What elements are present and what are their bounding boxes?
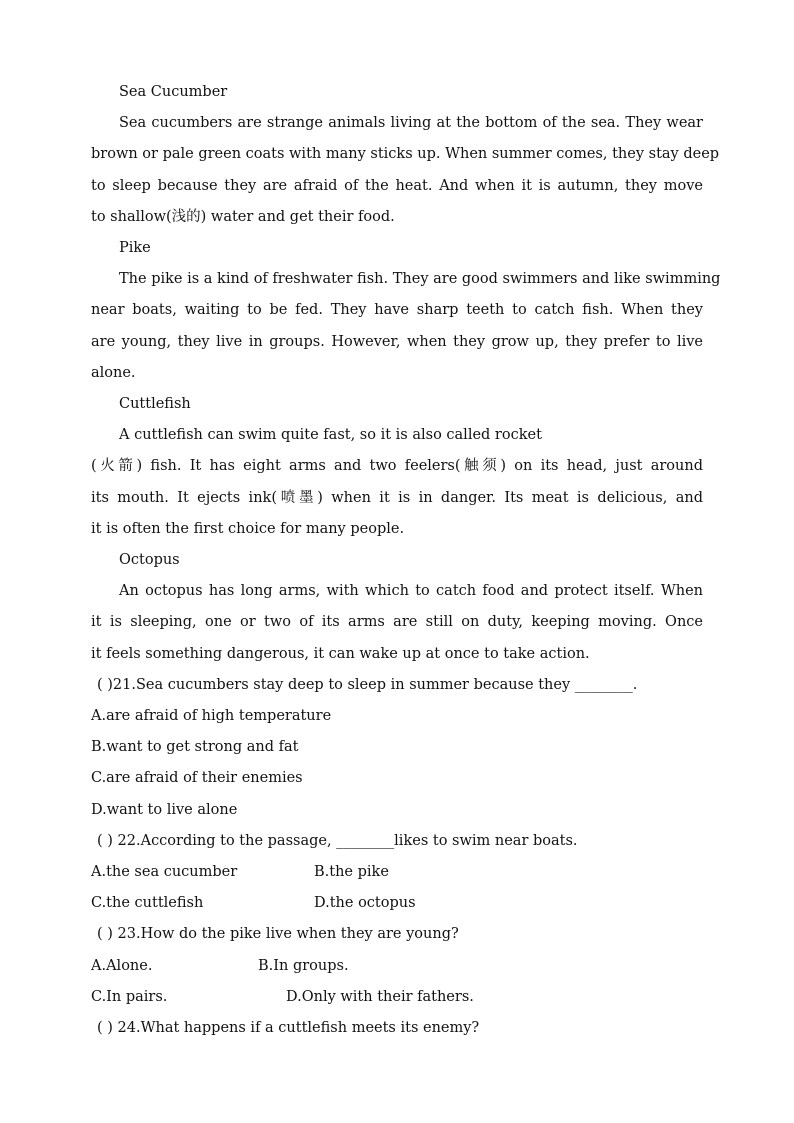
passage-line: alone.: [91, 365, 136, 381]
passage-line: (火箭) fish. It has eight arms and two feelers(触须) on its head, just around: [91, 458, 703, 474]
passage-line: Sea cucumbers are strange animals living at the bottom of the sea. They wear: [119, 115, 703, 131]
passage-title-cuttlefish: Cuttlefish: [119, 396, 191, 412]
question-21-stem: ( )21.Sea cucumbers stay deep to sleep in summer because they ________.: [97, 677, 638, 693]
question-23-option-d[interactable]: D.Only with their fathers.: [286, 989, 474, 1005]
passage-line: it feels something dangerous, it can wake up at once to take action.: [91, 646, 590, 662]
question-21-option-b[interactable]: B.want to get strong and fat: [91, 739, 299, 755]
passage-line: to sleep because they are afraid of the heat. And when it is autumn, they move: [91, 178, 703, 194]
passage-line: An octopus has long arms, with which to catch food and protect itself. When: [119, 583, 703, 599]
question-22-option-b[interactable]: B.the pike: [314, 864, 389, 880]
passage-title-sea-cucumber: Sea Cucumber: [119, 84, 228, 100]
question-23-option-a[interactable]: A.Alone.: [91, 958, 153, 974]
question-21-option-a[interactable]: A.are afraid of high temperature: [91, 708, 332, 724]
passage-line: its mouth. It ejects ink(喷墨) when it is in danger. Its meat is delicious, and: [91, 490, 703, 506]
passage-line: The pike is a kind of freshwater fish. They are good swimmers and like swimming: [119, 271, 721, 287]
passage-line: it is often the first choice for many people.: [91, 521, 405, 537]
passage-line: to shallow(浅的) water and get their food.: [91, 209, 395, 225]
question-23-stem: ( ) 23.How do the pike live when they are young?: [97, 926, 459, 942]
question-22-option-c[interactable]: C.the cuttlefish: [91, 895, 204, 911]
passage-line: brown or pale green coats with many sticks up. When summer comes, they stay deep: [91, 146, 720, 162]
question-24-stem: ( ) 24.What happens if a cuttlefish meets its enemy?: [97, 1020, 480, 1036]
question-21-option-c[interactable]: C.are afraid of their enemies: [91, 770, 303, 786]
passage-line: A cuttlefish can swim quite fast, so it is also called rocket: [119, 427, 542, 443]
passage-title-pike: Pike: [119, 240, 151, 256]
passage-line: are young, they live in groups. However, when they grow up, they prefer to live: [91, 334, 703, 350]
passage-line: near boats, waiting to be fed. They have sharp teeth to catch fish. When they: [91, 302, 703, 318]
question-23-option-b[interactable]: B.In groups.: [258, 958, 349, 974]
passage-line: it is sleeping, one or two of its arms are still on duty, keeping moving. Once: [91, 614, 703, 630]
question-22-option-a[interactable]: A.the sea cucumber: [91, 864, 238, 880]
question-22-option-d[interactable]: D.the octopus: [314, 895, 416, 911]
passage-title-octopus: Octopus: [119, 552, 180, 568]
question-21-option-d[interactable]: D.want to live alone: [91, 802, 238, 818]
question-23-option-c[interactable]: C.In pairs.: [91, 989, 168, 1005]
question-22-stem: ( ) 22.According to the passage, ________likes to swim near boats.: [97, 833, 578, 849]
